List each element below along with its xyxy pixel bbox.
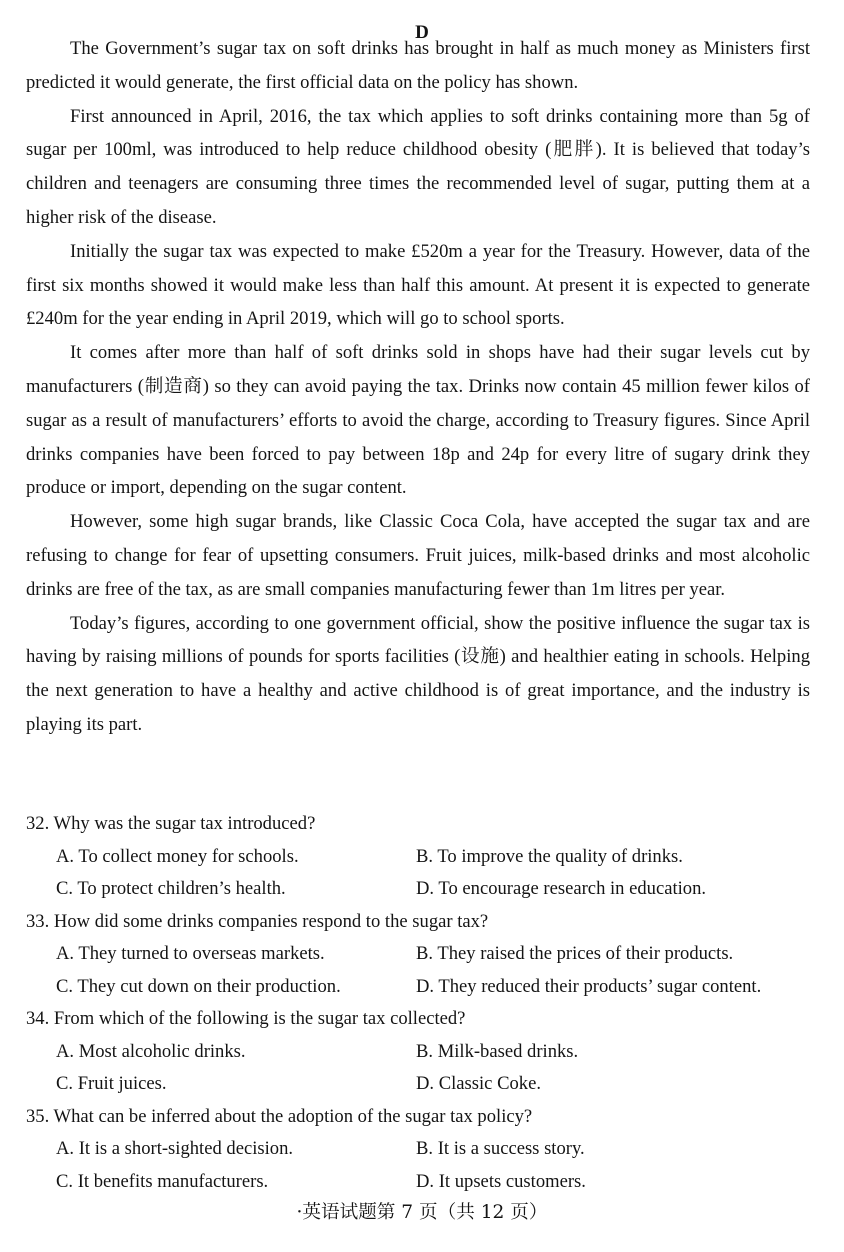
option-d[interactable]: D. It upsets customers. [416, 1170, 586, 1192]
question-34 [26, 1003, 826, 1101]
option-b[interactable]: B. They raised the prices of their products. [416, 943, 734, 964]
option-c[interactable]: C. They cut down on their production. [56, 975, 341, 997]
option-d[interactable]: D. Classic Coke. [416, 1073, 541, 1094]
question-stem: 32. Why was the sugar tax introduced? [26, 813, 316, 834]
option-b[interactable]: B. It is a success story. [416, 1138, 585, 1159]
question-32 [26, 808, 826, 906]
option-a[interactable]: A. Most alcoholic drinks. [56, 1040, 246, 1062]
question-list [26, 808, 826, 1198]
option-a[interactable]: A. They turned to overseas markets. [56, 943, 325, 964]
passage-paragraph: First announced in April, 2016, the tax which applies to soft drinks containing more than 5g of sugar per 100ml, was introduced to help reduce childhood obesity (肥胖). It is believed that today’s children and teenagers are consuming three times the recommended level of sugar, putting them at a higher risk of the disease. [26, 105, 810, 228]
option-b[interactable]: B. Milk-based drinks. [416, 1040, 579, 1062]
option-c[interactable]: C. It benefits manufacturers. [56, 1170, 269, 1192]
question-stem: 35. What can be inferred about the adoption of the sugar tax policy? [26, 1105, 533, 1127]
passage-paragraph: Today’s figures, according to one government official, show the positive influence the sugar tax is having by raising millions of pounds for sports facilities (设施) and healthier eating in schools. Helping the next generation to have a healthy and active childhood is of great importance, and the industry is playing its part. [26, 612, 810, 735]
option-c[interactable]: C. To protect children’s health. [56, 878, 286, 899]
question-stem: 33. How did some drinks companies respond to the sugar tax? [26, 910, 489, 932]
passage-paragraph: It comes after more than half of soft drinks sold in shops have had their sugar levels cut by manufacturers (制造商) so they can avoid paying the tax. Drinks now contain 45 million fewer kilos of sugar as a result of manufacturers’ efforts to avoid the charge, according to Treasury figures. Since April drinks companies have been forced to pay between 18p and 24p for every litre of sugary drink they produce or import, depending on the sugar content. [26, 342, 810, 499]
option-a[interactable]: A. To collect money for schools. [56, 845, 299, 867]
passage-paragraph: However, some high sugar brands, like Classic Coca Cola, have accepted the sugar tax and are refusing to change for fear of upsetting consumers. Fruit juices, milk-based drinks and most alcoholic drinks are free of the tax, as are small companies manufacturing fewer than 1m litres per year. [26, 511, 810, 600]
passage-paragraph: Initially the sugar tax was expected to make £520m a year for the Treasury. However, data of the first six months showed it would make less than half this amount. At present it is expected to generate £240m for the year ending in April 2019, which will go to school sports. [26, 240, 810, 330]
question-stem: 34. From which of the following is the sugar tax collected? [26, 1008, 466, 1029]
option-a[interactable]: A. It is a short-sighted decision. [56, 1138, 294, 1159]
question-33 [26, 906, 826, 1004]
passage-paragraph: The Government’s sugar tax on soft drinks has brought in half as much money as Ministers first predicted it would generate, the first official data on the policy has shown. [26, 38, 810, 93]
question-35 [26, 1101, 826, 1199]
option-d[interactable]: D. To encourage research in education. [416, 878, 707, 899]
option-d[interactable]: D. They reduced their products’ sugar content. [416, 975, 762, 997]
option-c[interactable]: C. Fruit juices. [56, 1073, 167, 1094]
section-label: D [415, 22, 429, 43]
reading-passage [26, 32, 810, 742]
option-b[interactable]: B. To improve the quality of drinks. [416, 845, 683, 867]
page-footer: ·英语试题第 7 页（共 12 页） [296, 1202, 548, 1223]
